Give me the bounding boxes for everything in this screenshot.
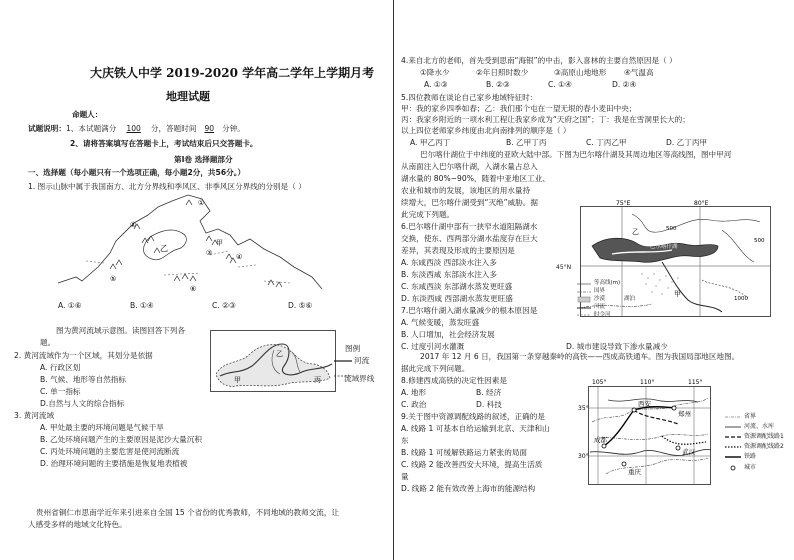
q7-option-c: C. 过度引河水灌溉 bbox=[401, 342, 465, 351]
question-6-line2: 交换，使东、西两部分湖水盐度存在巨大 bbox=[401, 234, 538, 243]
desc-time: 90 bbox=[204, 124, 215, 133]
map3-contour-500a: 500 bbox=[666, 226, 677, 232]
q3-option-a: A. 甲处最主要的环境问题是气候干旱 bbox=[40, 423, 164, 432]
range-guides bbox=[86, 251, 290, 283]
question-5-line1: 5.四位教师在谈论自己家乡地域特征时： bbox=[401, 93, 538, 102]
author-label: 命题人： bbox=[72, 110, 103, 119]
map3-legend-river: 河流 bbox=[594, 304, 606, 310]
stem-6-line4: 农业和城市的发展，该地区的用水量持 bbox=[401, 186, 531, 195]
exam-subject: 地理试题 bbox=[166, 90, 210, 103]
q4-choice-c: C. ①④ bbox=[548, 80, 572, 89]
stem-4-line1: 贵州省铜仁市思南学近年来引进来自全国 15 个省份的优秀教师，不同地域的教师交流，让 bbox=[36, 508, 340, 517]
q8-option-d: D. 科技 bbox=[476, 400, 502, 409]
map3-lon-80: 80°E bbox=[694, 200, 709, 207]
map4-label-xian: 西安 bbox=[638, 400, 651, 408]
q4-choice-a: A. ①③ bbox=[424, 80, 448, 89]
q5-choice-b: B. 乙甲丁丙 bbox=[506, 138, 547, 147]
question-2: 2. 黄河流域作为一个区域，其划分是依据 bbox=[14, 351, 153, 360]
question-6-line3: 差异，其表现及形成的主要原因是 bbox=[401, 246, 515, 255]
q8-option-a: A. 地形 bbox=[401, 388, 427, 397]
china-outline bbox=[58, 195, 322, 289]
map2-legend-boundary: 流域界线 bbox=[344, 374, 375, 383]
question-9: 9.关于图中资源调配线路的叙述，正确的是 bbox=[401, 412, 545, 421]
q1-option-c: C. ②③ bbox=[212, 301, 236, 310]
stem-8-line2: 据此完成下列问题。 bbox=[401, 364, 470, 373]
map4-legend-railway: 铁路 bbox=[744, 453, 757, 460]
map4-lon-105: 105° bbox=[592, 379, 607, 386]
map3-lat-45: 45°N bbox=[556, 264, 572, 271]
q6-option-a: A. 东咸西淡 西部淡水注入多 bbox=[401, 258, 497, 267]
map4-label-chongqing: 重庆 bbox=[628, 468, 641, 476]
question-8: 8.修建西成高铁的决定性因素是 bbox=[401, 376, 507, 385]
map2-label-jia: 甲 bbox=[234, 376, 241, 384]
map3-legend-symbols bbox=[576, 280, 592, 322]
map1-label-3: ③ bbox=[206, 249, 213, 257]
map3-label-jia: 甲 bbox=[674, 290, 681, 298]
desc-text-c: 分钟。 bbox=[222, 124, 245, 133]
map4-legend-route1: 资源调配线路1 bbox=[744, 433, 784, 440]
q4-choice-b: B. ②③ bbox=[486, 80, 510, 89]
map4-legend-river: 河流、水库 bbox=[744, 423, 775, 430]
map2-legend-river: 河流 bbox=[354, 356, 370, 365]
q3-option-d: D. 治理环境问题的主要措施是恢复地表植被 bbox=[40, 459, 188, 468]
q3-option-c: C. 丙处环境问题的主要危害是使河流断流 bbox=[40, 447, 180, 456]
map2-label-yi: 乙 bbox=[276, 350, 283, 358]
q5-choice-a: A. 甲乙丙丁 bbox=[410, 138, 451, 147]
q5-choice-c: C. 丁丙乙甲 bbox=[586, 138, 627, 147]
legend-desert bbox=[578, 297, 590, 302]
question-6-line1: 6.巴尔喀什湖中部有一狭窄水道阻隔湖水 bbox=[401, 222, 538, 231]
stem-6-line6: 此完成下列题。 bbox=[401, 210, 455, 219]
q2-option-d: D.自然与人文的综合指标 bbox=[40, 399, 125, 408]
q7-option-a: A. 气候变暖，蒸发旺盛 bbox=[401, 318, 480, 327]
city-xian bbox=[632, 408, 636, 412]
q1-option-b: B. ①④ bbox=[130, 301, 154, 310]
map4-label-wuhan: 武汉 bbox=[682, 448, 695, 456]
map4-lat-35: 35° bbox=[578, 405, 589, 412]
q9-option-b: B. 线路 1 可缓解铁路运力紧张的局面 bbox=[401, 448, 528, 457]
q9-option-a-cont: 东 bbox=[401, 436, 409, 445]
stem-6-line3: 湖水量的 80%~90%，随着中亚地区工业、 bbox=[401, 174, 550, 183]
desc-text-a: 1、本试题满分 bbox=[65, 124, 117, 133]
q2-option-a: A. 行政区划 bbox=[40, 363, 81, 372]
map4-lon-110: 110° bbox=[640, 379, 655, 386]
map4-lat-30: 30° bbox=[578, 453, 589, 460]
map4-legend-city: 城市 bbox=[744, 464, 757, 471]
q3-option-b: B. 乙处环境问题产生的主要原因是泥沙大量沉积 bbox=[40, 435, 202, 444]
desc-score: 100 bbox=[126, 124, 141, 133]
stem-2-line2: 题。 bbox=[40, 338, 56, 347]
map1-label-4: ④ bbox=[236, 253, 243, 261]
yellow-river-map bbox=[210, 330, 336, 392]
map3-label-yi: 乙 bbox=[632, 228, 639, 236]
map3-legend-border: 国界 bbox=[594, 288, 606, 294]
question-4: 4.来自北方的老师，首先受到思南“海银”的中击，影入喜林的主要自然原因是（ ） bbox=[401, 56, 677, 65]
stem-4-line2: 人感受多样的地域文化特色。 bbox=[28, 520, 127, 529]
question-1: 1. 图示山脉中属于我国南方、北方分界线和季风区、非季风区分界线的分别是（ ） bbox=[28, 182, 306, 191]
q8-option-c: C. 政治 bbox=[401, 400, 427, 409]
city-chengdu bbox=[602, 444, 606, 448]
city-zhengzhou bbox=[672, 406, 676, 410]
q2-option-c: C. 单一指标 bbox=[40, 387, 81, 396]
question-5-line2: 甲：我的家乡四季如春；乙：我们那个屯在一望无垠的春小麦田中央； bbox=[401, 104, 637, 113]
stem-6-line1: 巴尔喀什湖位于中纬度的亚欧大陆中部。下图为巴尔喀什湖及其周边地区等高线图，图中甲河 bbox=[420, 150, 732, 159]
exam-description-line1 bbox=[28, 124, 245, 133]
desc-text-b: 分，答题时间 bbox=[150, 124, 197, 133]
central-china-map bbox=[578, 378, 722, 488]
q9-option-c: C. 线路 2 能改善西安大环境，提高生活质 bbox=[401, 460, 543, 469]
city-wuhan bbox=[676, 446, 680, 450]
q9-option-d: D. 线路 2 能有效改善上海市的能源结构 bbox=[401, 484, 536, 493]
map3-legend-seasonal: 时令河 bbox=[594, 312, 611, 318]
q4-item-2: ②年日照时数少 bbox=[476, 68, 529, 77]
q6-option-b: B. 东淡西咸 东部淡水注入多 bbox=[401, 270, 497, 279]
q4-item-1: ①降水少 bbox=[420, 68, 450, 77]
stem-8-line1: 2017 年 12 月 6 日，我国第一条穿越秦岭的高铁——西成高铁通车。图为我国局部地区地图。 bbox=[420, 352, 740, 361]
question-7: 7.巴尔喀什湖入湖水量减少的根本原因是 bbox=[401, 306, 538, 315]
question-5-line4: 以上四位老师家乡纬度由北向南排列的顺序是（ ） bbox=[401, 126, 571, 135]
map3-lake-name: 巴尔喀什湖 bbox=[650, 244, 678, 250]
exam-description-line2: 2、请将答案填写在答题卡上，考试结束后只交答题卡。 bbox=[70, 139, 258, 148]
map3-contour-500b: 500 bbox=[754, 238, 765, 244]
part1-heading: 第Ⅰ卷 选择题部分 bbox=[174, 155, 233, 164]
legend-city bbox=[731, 466, 735, 470]
q4-item-4: ④气温高 bbox=[624, 68, 654, 77]
question-5-line3: 丙：我家乡附近的一项水利工程让我家乡成为“天府之国”；丁：我是在雪洞里长大的； bbox=[401, 115, 690, 124]
q5-choice-d: D. 乙丁丙甲 bbox=[666, 138, 708, 147]
section1-heading: 一、选择题（每小题只有一个选项正确，每小题2分，共56分。） bbox=[28, 168, 246, 177]
map4-label-zhengzhou: 郑州 bbox=[678, 410, 691, 418]
column-divider bbox=[393, 0, 394, 560]
q4-item-3: ③高原山地地形 bbox=[554, 68, 607, 77]
desc-label: 试题说明： bbox=[28, 124, 66, 133]
map4-legend-route2: 资源调配线路2 bbox=[744, 443, 784, 450]
map4-label-chengdu: 成都 bbox=[594, 436, 607, 444]
q9-option-c-cont: 量 bbox=[401, 472, 409, 481]
map1-label-6: ⑥ bbox=[190, 285, 197, 293]
q1-option-d: D. ⑤⑥ bbox=[288, 301, 313, 310]
q9-option-a: A. 线路 1 可基本自给运输到北京、天津和山 bbox=[401, 424, 550, 433]
map3-lon-75: 75°E bbox=[616, 200, 631, 207]
stem-2-line1: 图为黄河流域示意图。读图回答下列各 bbox=[56, 326, 186, 335]
city-chongqing bbox=[622, 462, 626, 466]
q7-option-d: D. 城市建设导致下渗水量减少 bbox=[566, 342, 668, 351]
map3-legend-lake: 湖泊 bbox=[624, 296, 636, 302]
map1-label-5: ⑤ bbox=[110, 275, 117, 283]
question-3: 3. 黄河流域 bbox=[14, 411, 55, 420]
q7-option-b: B. 人口增加，社会经济发展 bbox=[401, 330, 495, 339]
map2-label-bing: 丙 bbox=[314, 376, 321, 384]
map3-legend-desert: 沙漠 bbox=[594, 296, 606, 302]
stem-6-line2: 从南面注入巴尔喀什湖，入湖水量占总入 bbox=[401, 162, 538, 171]
q6-option-d: D. 东淡西咸 西部湖水蒸发更旺盛 bbox=[401, 294, 513, 303]
map1-label-jia: 甲 bbox=[216, 239, 223, 247]
map4-legend-province: 省界 bbox=[744, 413, 757, 420]
map4-lon-115: 115° bbox=[688, 379, 703, 386]
q8-option-b: B. 经济 bbox=[476, 388, 502, 397]
stem-6-line5: 续增大，巴尔喀什湖受到“灭绝”威胁。据 bbox=[401, 198, 538, 207]
map4-legend-symbols bbox=[724, 412, 742, 476]
map1-label-yi: 乙 bbox=[160, 244, 168, 253]
q2-option-b: B. 气候、地形等自然指标 bbox=[40, 375, 126, 384]
map1-label-2: ② bbox=[130, 221, 137, 229]
map2-legend-title: 图例 bbox=[345, 344, 361, 353]
exam-title: 大庆铁人中学 2019-2020 学年高二学年上学期月考 bbox=[90, 66, 375, 80]
china-mountains-map bbox=[50, 193, 340, 297]
map3-legend-contour: 等高线(m) bbox=[594, 280, 621, 286]
map1-label-1: ① bbox=[198, 199, 205, 207]
q1-option-a: A. ①⑥ bbox=[58, 301, 82, 310]
q6-option-c: C. 东咸西淡 东部湖水蒸发更旺盛 bbox=[401, 282, 513, 291]
q4-choice-d: D. ②④ bbox=[612, 80, 637, 89]
map3-contour-1000: 1000 bbox=[734, 296, 748, 302]
